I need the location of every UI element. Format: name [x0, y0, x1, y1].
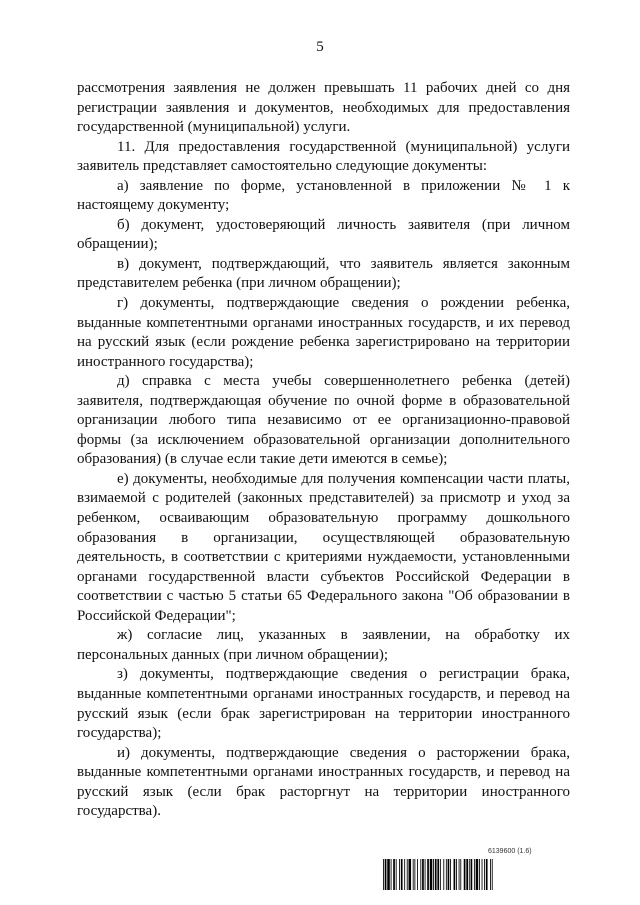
barcode-bar	[466, 859, 468, 890]
barcode-bar	[433, 859, 434, 890]
paragraph-item-11: 11. Для предоставления государственной (муниципальной) услуги заявитель представляет самостоятельно следующие документы:	[77, 138, 570, 175]
barcode-bar	[459, 859, 460, 890]
barcode-bar	[469, 859, 470, 890]
barcode-icon	[383, 859, 573, 890]
barcode-bar	[396, 859, 397, 890]
barcode-bar	[454, 859, 456, 890]
barcode-bar	[437, 859, 439, 890]
barcode-bar	[417, 859, 418, 890]
paragraph-item-z: з) документы, подтверждающие сведения о регистрации брака, выданные компетентными органами иностранных государств, и перевод на русский язык (если брак зарегистрирован на территории иностранного государства);	[77, 666, 570, 742]
barcode-bar	[446, 859, 447, 890]
barcode-bar	[471, 859, 473, 890]
paragraph-item-a: а) заявление по форме, установленной в приложении № 1 к настоящему документу;	[77, 177, 570, 214]
barcode-bar	[430, 859, 433, 890]
barcode-bar	[425, 859, 426, 890]
barcode-bar	[474, 859, 475, 890]
barcode-bar	[407, 859, 408, 890]
barcode-bar	[482, 859, 483, 890]
document-barcode-block	[383, 848, 573, 892]
document-body	[77, 79, 570, 822]
barcode-bar	[409, 859, 412, 890]
barcode-bar	[490, 859, 491, 890]
barcode-bar	[492, 859, 493, 890]
barcode-bar	[448, 859, 450, 890]
barcode-bar	[435, 859, 437, 890]
barcode-bar	[387, 859, 390, 890]
barcode-bar	[443, 859, 444, 890]
paragraph-item-b: б) документ, удостоверяющий личность заявителя (при личном обращении);	[77, 216, 570, 253]
paragraph-item-g: г) документы, подтверждающие сведения о рождении ребенка, выданные компетентными органами иностранных государств, и их перевод на русский язык (если рождение ребенка зарегистрировано на территории иностранного государства);	[77, 295, 570, 370]
barcode-bar	[391, 859, 392, 890]
paragraph-item-i: и) документы, подтверждающие сведения о расторжении брака, выданные компетентными органами иностранных государств, и перевод на русский язык (если брак расторгнут на территории иностранного государства).	[77, 744, 570, 820]
barcode-bar	[413, 859, 414, 890]
barcode-bar	[414, 859, 415, 890]
barcode-bar	[422, 859, 424, 890]
barcode-bar	[440, 859, 441, 890]
barcode-bar	[479, 859, 480, 890]
barcode-bar	[399, 859, 400, 890]
barcode-bar	[385, 859, 387, 890]
page-number: 5	[316, 39, 324, 55]
paragraph-continuation: рассмотрения заявления не должен превышать 11 рабочих дней со дня регистрации заявления и документов, необходимых для предоставления государственной (муниципальной) услуги.	[77, 80, 570, 136]
paragraph-item-zh: ж) согласие лиц, указанных в заявлении, на обработку их персональных данных (при личном обращении);	[77, 627, 570, 663]
barcode-bar	[393, 859, 395, 890]
barcode-bar	[404, 859, 405, 890]
barcode-bar	[420, 859, 421, 890]
barcode-bar	[427, 859, 429, 890]
paragraph-item-v: в) документ, подтверждающий, что заявитель является законным представителем ребенка (при личном обращении);	[77, 255, 570, 292]
document-code: 6139600 (1.6)	[488, 848, 532, 855]
barcode-bar	[460, 859, 461, 890]
barcode-bar	[401, 859, 403, 890]
barcode-bar	[484, 859, 485, 890]
barcode-bar	[464, 859, 466, 890]
barcode-bar	[383, 859, 384, 890]
barcode-bar	[456, 859, 457, 890]
barcode-bar	[476, 859, 479, 890]
paragraph-item-e: е) документы, необходимые для получения компенсации части платы, взимаемой с родителей (законных представителей) за присмотр и уход за ребенком, осваивающим образовательную программу дошкольного образования в организации, осуществляющей образовательную деятельность, в соответствии с критериями нуждаемости, установленными органами государственной власти субъектов Российской Федерации в соответствии с частью 5 статьи 65 Федерального закона "Об образовании в Российской Федерации";	[77, 470, 570, 624]
barcode-bar	[450, 859, 451, 890]
paragraph-item-d: д) справка с места учебы совершеннолетнего ребенка (детей) заявителя, подтверждающая обучение по очной форме в образовательной организации любого типа независимо от ее организационно-правовой формы (за исключением образовательной организации дополнительного образования) (в случае если такие дети имеются в семье);	[77, 373, 570, 468]
barcode-bar	[486, 859, 488, 890]
